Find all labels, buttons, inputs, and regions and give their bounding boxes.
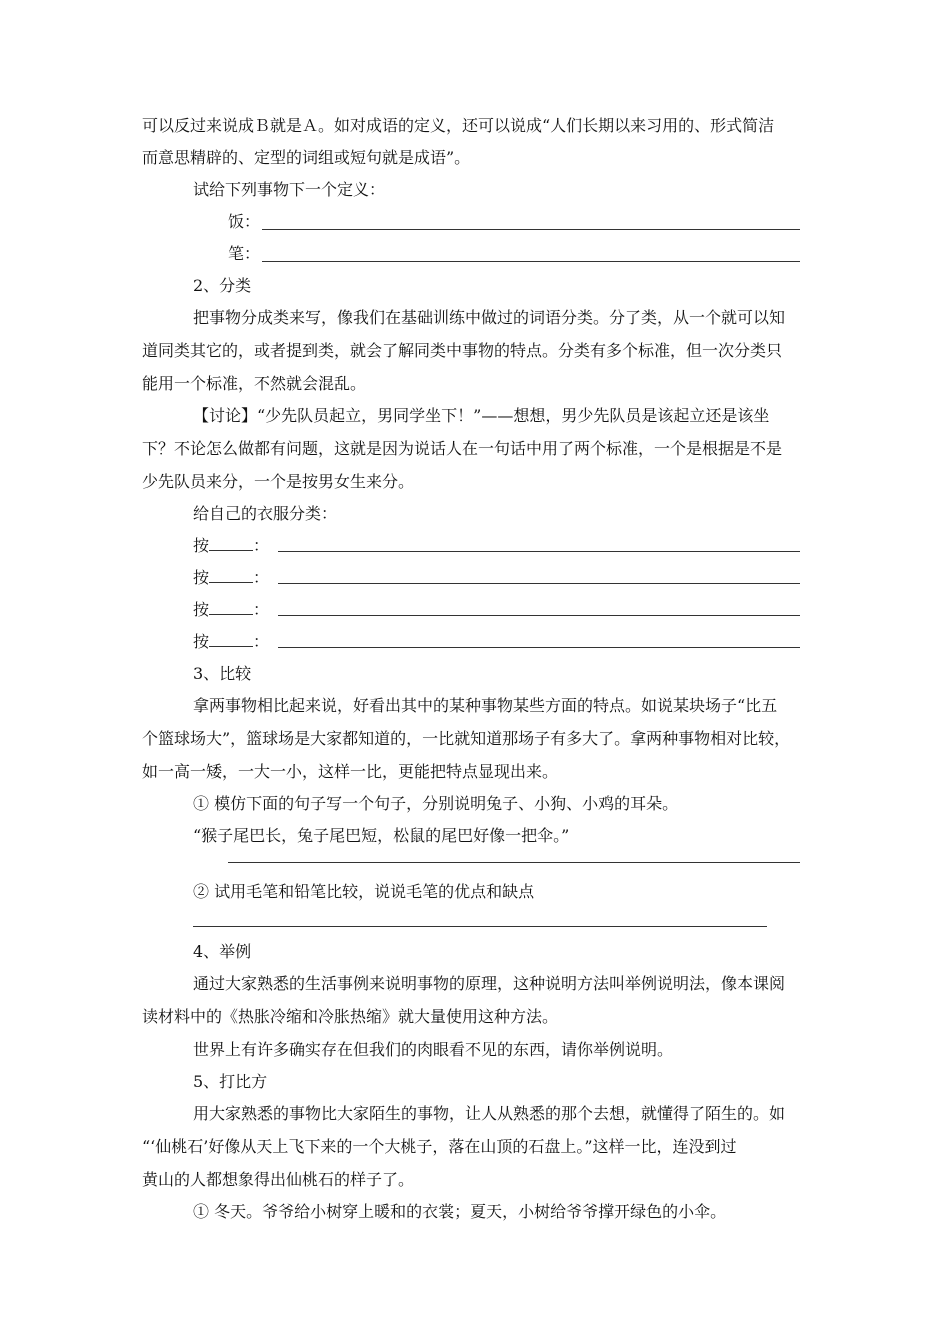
- section4-heading: 4、举例: [193, 942, 252, 961]
- classify-item-4: [193, 632, 269, 652]
- classify-prefix: 按: [193, 632, 210, 651]
- section5-paragraph-line-3: 黄山的人都想象得出仙桃石的样子了。: [142, 1170, 415, 1189]
- section2-paragraph-line-2: 道同类其它的，或者提到类，就会了解同类中事物的特点。分类有多个标准，但一次分类只: [142, 341, 783, 360]
- discussion-line-1: 【讨论】“少先队员起立，男同学坐下！”——想想，男少先队员是该起立还是该坐: [193, 406, 770, 425]
- classify-answer-line[interactable]: [278, 551, 800, 552]
- section4-paragraph-line-1: 通过大家熟悉的生活事例来说明事物的原理，这种说明方法叫举例说明法，像本课阅: [193, 974, 786, 993]
- definition-prompt: 试给下列事物下一个定义：: [193, 180, 386, 199]
- classify-colon: ：: [253, 600, 270, 619]
- section5-paragraph-line-2: “‘仙桃石’好像从天上飞下来的一个大桃子，落在山顶的石盘上。”这样一比，连没到过: [142, 1137, 737, 1156]
- definition-item-pen: 笔：: [228, 244, 261, 263]
- section2-paragraph-line-3: 能用一个标准，不然就会混乱。: [142, 374, 367, 393]
- classify-colon: ：: [253, 536, 270, 555]
- classify-colon: ：: [253, 632, 270, 651]
- discussion-line-2: 下？不论怎么做都有问题，这就是因为说话人在一句话中用了两个标准，一个是根据是不是: [142, 439, 783, 458]
- classify-colon: ：: [253, 568, 270, 587]
- classify-prefix: 按: [193, 536, 210, 555]
- classify-prefix: 按: [193, 600, 210, 619]
- classify-answer-line[interactable]: [278, 647, 800, 648]
- criterion-blank[interactable]: [209, 600, 253, 615]
- section4-exercise: 世界上有许多确实存在但我们的肉眼看不见的东西，请你举例说明。: [193, 1040, 674, 1059]
- criterion-blank[interactable]: [209, 568, 253, 583]
- classify-answer-line[interactable]: [278, 583, 800, 584]
- section3-paragraph-line-3: 如一高一矮，一大一小，这样一比，更能把特点显现出来。: [142, 762, 559, 781]
- exercise-compare: ② 试用毛笔和铅笔比较，说说毛笔的优点和缺点: [193, 882, 535, 901]
- section5-paragraph-line-1: 用大家熟悉的事物比大家陌生的事物，让人从熟悉的那个去想，就懂得了陌生的。如: [193, 1104, 786, 1123]
- intro-line-1: 可以反过来说成Ｂ就是Ａ。如对成语的定义，还可以说成“人们长期以来习用的、形式简洁: [142, 116, 775, 135]
- section2-heading: 2、分类: [193, 276, 252, 295]
- section4-paragraph-line-2: 读材料中的《热胀冷缩和冷胀热缩》就大量使用这种方法。: [142, 1007, 559, 1026]
- classify-item-1: [193, 536, 269, 556]
- discussion-line-3: 少先队员来分，一个是按男女生来分。: [142, 472, 415, 491]
- criterion-blank[interactable]: [209, 632, 253, 647]
- imitate-answer-line[interactable]: [228, 862, 800, 863]
- compare-answer-line[interactable]: [193, 926, 767, 927]
- model-sentence: “猴子尾巴长，兔子尾巴短，松鼠的尾巴好像一把伞。”: [193, 826, 570, 845]
- section5-heading: 5、打比方: [193, 1072, 268, 1091]
- classify-item-3: [193, 600, 269, 620]
- answer-line-pen[interactable]: [262, 261, 800, 262]
- classify-prefix: 按: [193, 568, 210, 587]
- definition-item-rice: 饭：: [228, 212, 261, 231]
- classify-answer-line[interactable]: [278, 615, 800, 616]
- section3-paragraph-line-1: 拿两事物相比起来说，好看出其中的某种事物某些方面的特点。如说某块场子“比五: [193, 696, 778, 715]
- section3-paragraph-line-2: 个篮球场大”，篮球场是大家都知道的，一比就知道那场子有多大了。拿两种事物相对比较，: [142, 729, 791, 748]
- section3-heading: 3、比较: [193, 664, 252, 683]
- section2-paragraph-line-1: 把事物分成类来写，像我们在基础训练中做过的词语分类。分了类，从一个就可以知: [193, 308, 786, 327]
- clothes-prompt: 给自己的衣服分类：: [193, 504, 338, 523]
- criterion-blank[interactable]: [209, 536, 253, 551]
- answer-line-rice[interactable]: [262, 229, 800, 230]
- intro-line-2: 而意思精辟的、定型的词组或短句就是成语”。: [142, 148, 471, 167]
- classify-item-2: [193, 568, 269, 588]
- exercise-imitate: ① 模仿下面的句子写一个句子，分别说明兔子、小狗、小鸡的耳朵。: [193, 794, 679, 813]
- section5-example-1: ① 冬天。爷爷给小树穿上暖和的衣裳；夏天，小树给爷爷撑开绿色的小伞。: [193, 1202, 727, 1221]
